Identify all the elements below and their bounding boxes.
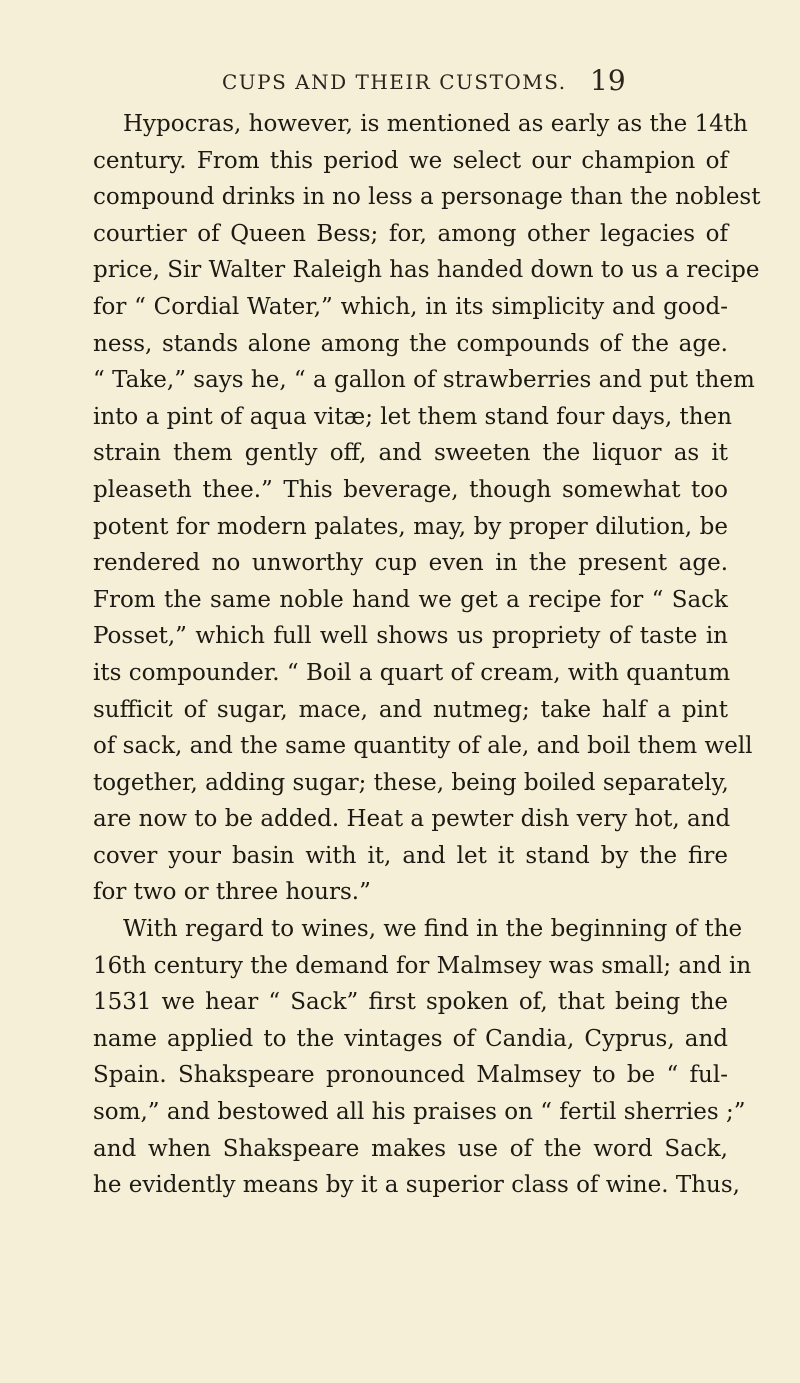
text-line: of sack, and the same quantity of ale, and boil them well — [93, 733, 753, 760]
body-text — [93, 106, 761, 1204]
text-line: sufficit of sugar, mace, and nutmeg; take half a pint — [93, 696, 728, 723]
text-line: cover your basin with it, and let it stand by the fire — [93, 842, 728, 869]
text-line: Spain. Shakspeare pronounced Malmsey to be “ ful- — [93, 1062, 728, 1089]
text-line: potent for modern palates, may, by proper dilution, be — [93, 513, 728, 540]
text-line: som,” and bestowed all his praises on “ fertil sherries ;” — [93, 1099, 746, 1126]
text-line: and when Shakspeare makes use of the word Sack, — [93, 1135, 728, 1162]
text-line: for two or three hours.” — [93, 879, 371, 906]
text-line: strain them gently off, and sweeten the liquor as it — [93, 440, 728, 467]
text-line: its compounder. “ Boil a quart of cream, with quantum — [93, 659, 731, 686]
text-line: Hypocras, however, is mentioned as early as the 14th — [123, 111, 748, 137]
text-line: compound drinks in no less a personage than the noblest — [93, 184, 761, 211]
text-line: price, Sir Walter Raleigh has handed down to us a recipe — [93, 257, 760, 284]
text-line: 16th century the demand for Malmsey was small; and in — [93, 952, 752, 979]
text-line: 1531 we hear “ Sack” first spoken of, that being the — [93, 989, 728, 1016]
text-line: name applied to the vintages of Candia, Cyprus, and — [93, 1025, 728, 1052]
text-line: courtier of Queen Bess; for, among other legacies of — [93, 220, 728, 247]
text-line: Posset,” which full well shows us propriety of taste in — [93, 623, 728, 650]
running-title: CUPS AND THEIR CUSTOMS. — [222, 70, 567, 94]
text-line: From the same noble hand we get a recipe for “ Sack — [93, 586, 728, 613]
text-line: together, adding sugar; these, being boiled separately, — [93, 769, 729, 796]
text-line: are now to be added. Heat a pewter dish very hot, and — [93, 806, 731, 833]
text-line: ness, stands alone among the compounds of the age. — [93, 330, 728, 357]
text-line: rendered no unworthy cup even in the present age. — [93, 550, 728, 577]
text-line: “ Take,” says he, “ a gallon of strawberries and put them — [93, 367, 755, 394]
text-line: pleaseth thee.” This beverage, though somewhat too — [93, 476, 728, 503]
text-line: into a pint of aqua vitæ; let them stand four days, then — [93, 403, 732, 430]
text-line: century. From this period we select our champion of — [93, 147, 728, 174]
text-line: he evidently means by it a superior class of wine. Thus, — [93, 1172, 740, 1199]
text-line: With regard to wines, we find in the beginning of the — [123, 916, 743, 943]
text-line: for “ Cordial Water,” which, in its simplicity and good- — [93, 293, 728, 320]
page-number: 19 — [590, 64, 626, 97]
